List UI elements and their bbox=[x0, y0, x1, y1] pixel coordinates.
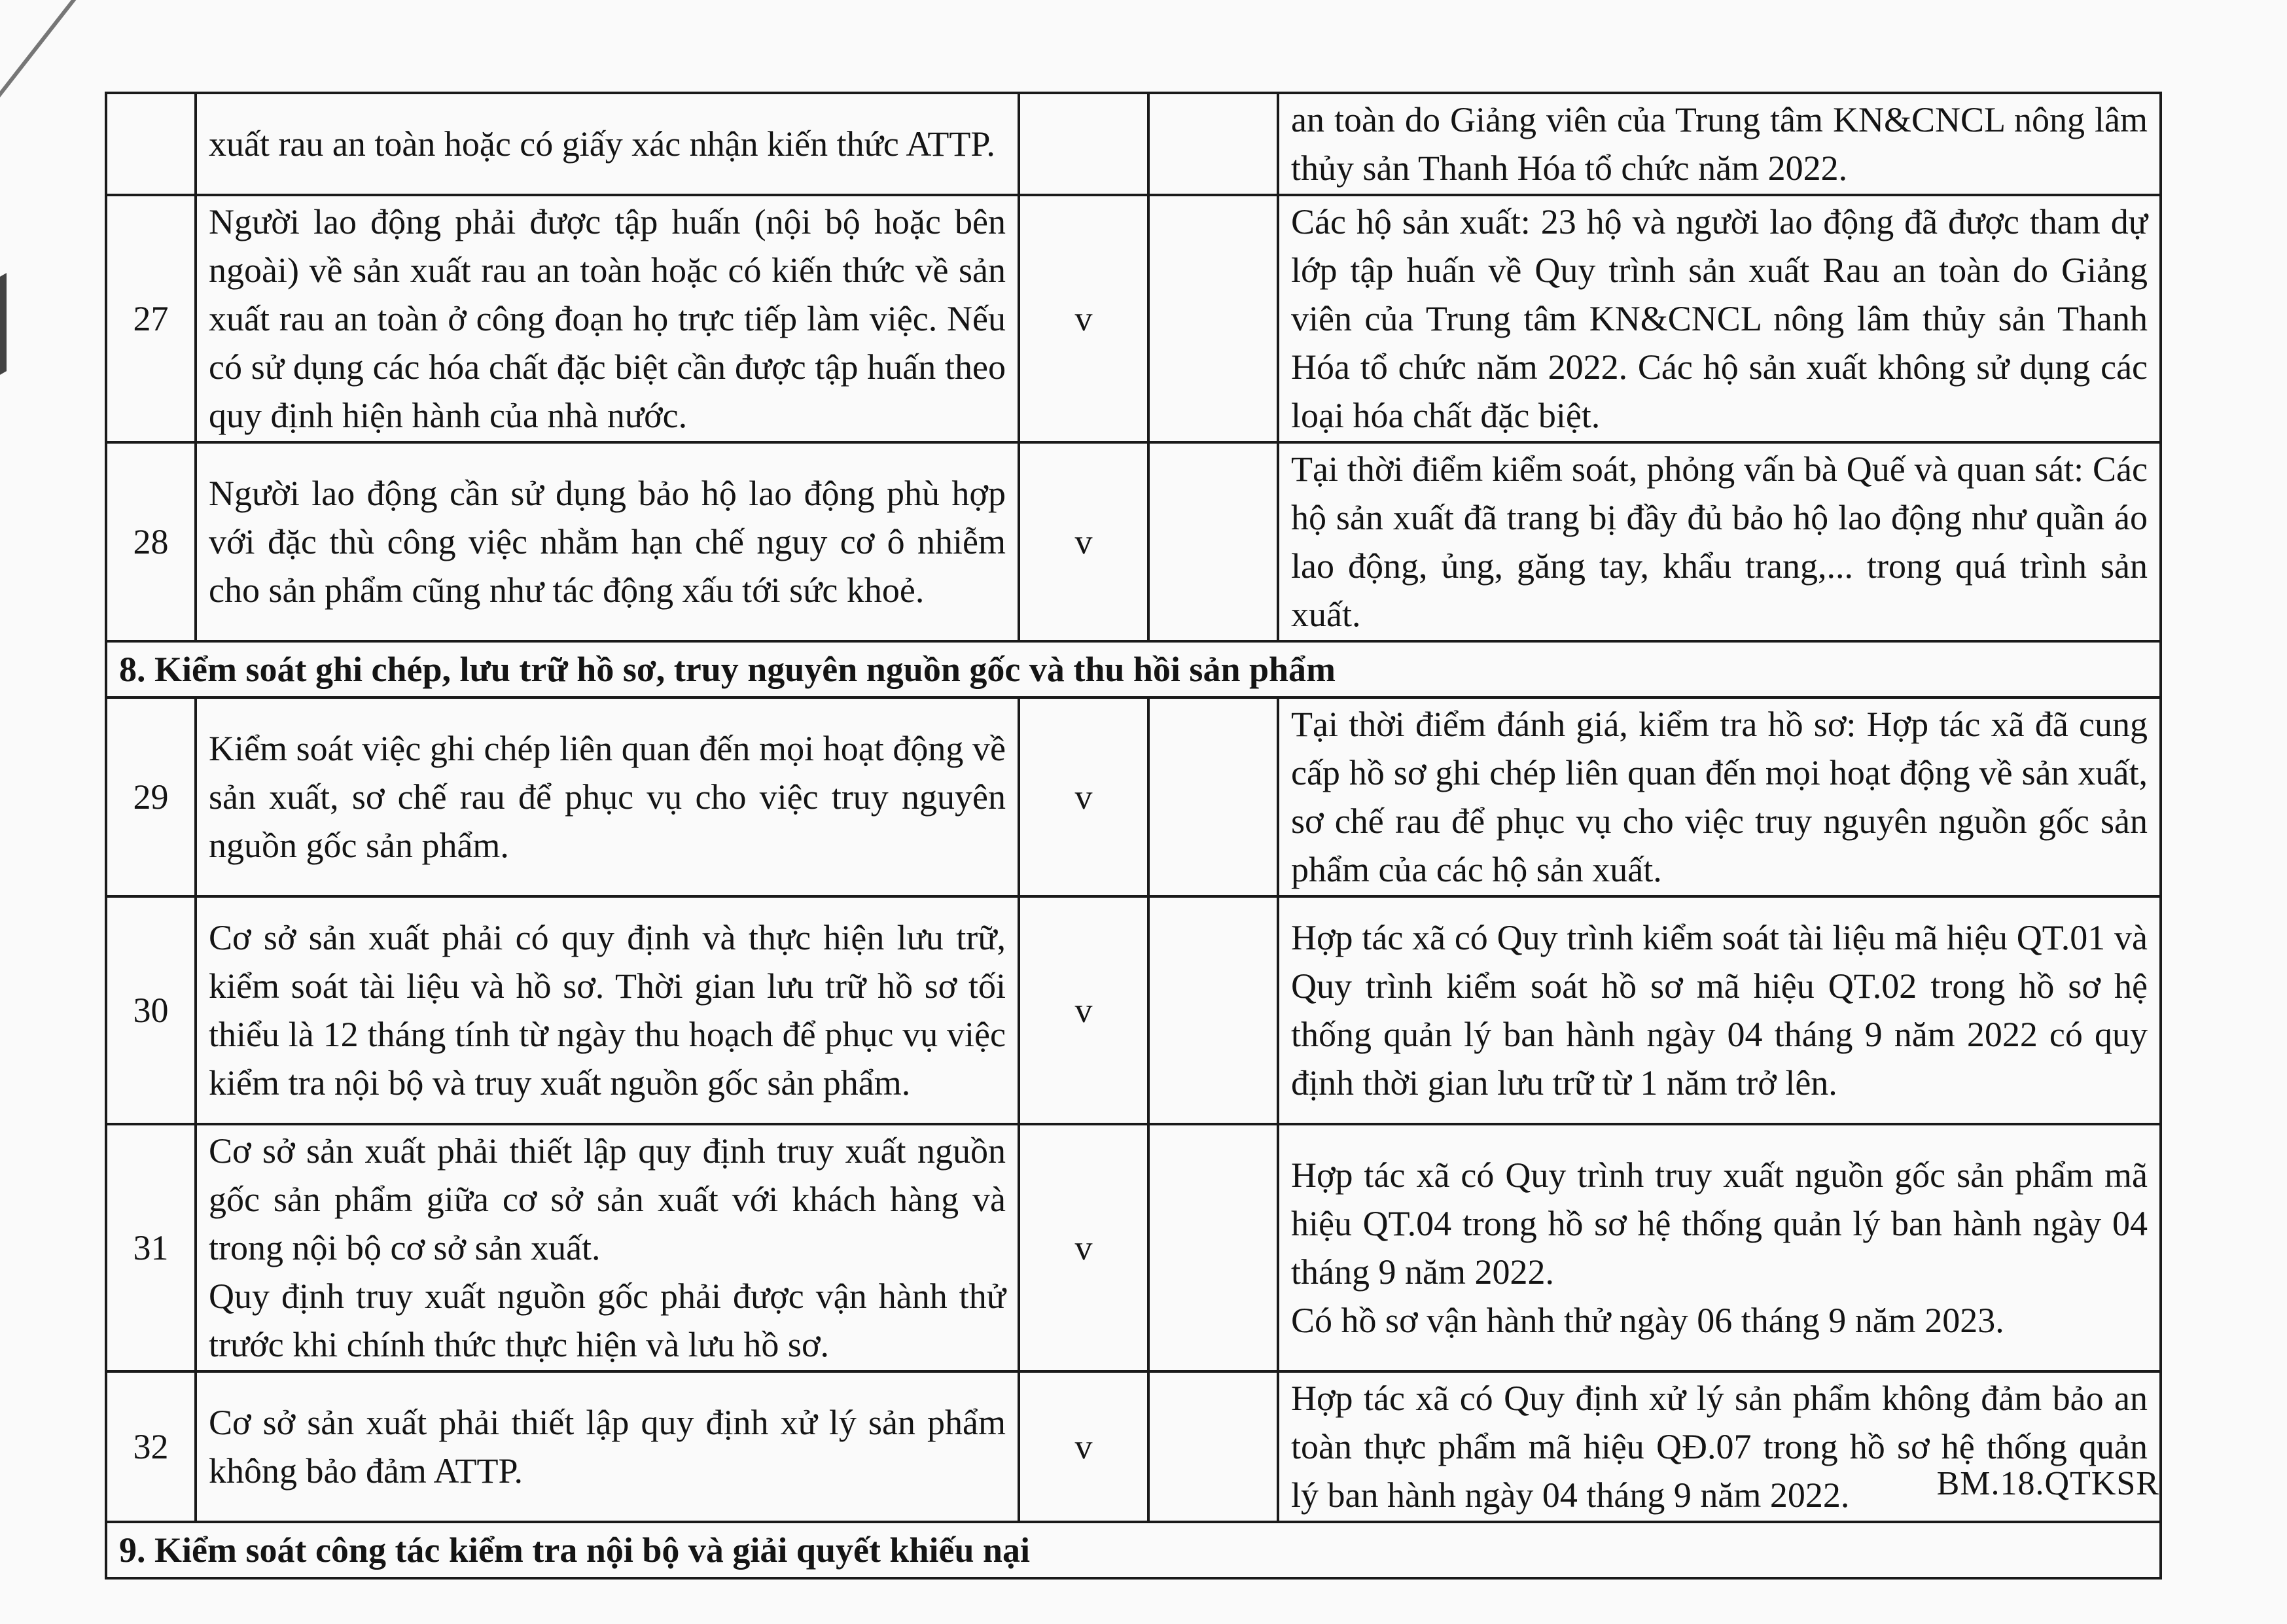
noncompliance-cell bbox=[1148, 93, 1278, 195]
table-row bbox=[106, 1371, 2161, 1522]
noncompliance-cell bbox=[1148, 195, 1278, 442]
requirement-cell: xuất rau an toàn hoặc có giấy xác nhận kiến thức ATTP. bbox=[196, 93, 1019, 195]
requirement-cell: Cơ sở sản xuất phải thiết lập quy định xử lý sản phẩm không bảo đảm ATTP. bbox=[196, 1371, 1019, 1522]
checklist-table bbox=[105, 92, 2162, 1580]
table-row bbox=[106, 697, 2161, 896]
evidence-cell: Tại thời điểm kiểm soát, phỏng vấn bà Quế và quan sát: Các hộ sản xuất đã trang bị đầy đủ bảo hộ lao động như quần áo lao động, ủng, găng tay, khẩu trang,... trong quá trình sản xuất. bbox=[1278, 442, 2161, 641]
section-9-title: 9. Kiểm soát công tác kiểm tra nội bộ và giải quyết khiếu nại bbox=[106, 1522, 2161, 1578]
table-row bbox=[106, 1124, 2161, 1371]
table-row bbox=[106, 442, 2161, 641]
compliance-mark: v bbox=[1019, 896, 1148, 1124]
section-header-row bbox=[106, 1522, 2161, 1578]
scan-artifact-mark bbox=[0, 273, 7, 375]
row-number: 29 bbox=[106, 697, 196, 896]
requirement-text: Cơ sở sản xuất phải thiết lập quy định truy xuất nguồn gốc sản phẩm giữa cơ sở sản xuất với khách hàng và trong nội bộ cơ sở sản xuất. bbox=[209, 1131, 1006, 1267]
compliance-mark: v bbox=[1019, 195, 1148, 442]
section-8-title: 8. Kiểm soát ghi chép, lưu trữ hồ sơ, truy nguyên nguồn gốc và thu hồi sản phẩm bbox=[106, 641, 2161, 697]
form-code: BM.18.QTKSR bbox=[1936, 1465, 2159, 1502]
requirement-text-2: Quy định truy xuất nguồn gốc phải được vận hành thử trước khi chính thức thực hiện và lưu hồ sơ. bbox=[209, 1277, 1006, 1364]
evidence-text-2: Có hồ sơ vận hành thử ngày 06 tháng 9 năm 2023. bbox=[1291, 1301, 2004, 1340]
row-number: 27 bbox=[106, 195, 196, 442]
requirement-cell bbox=[196, 1124, 1019, 1371]
compliance-mark bbox=[1019, 93, 1148, 195]
row-number: 31 bbox=[106, 1124, 196, 1371]
table-row bbox=[106, 896, 2161, 1124]
noncompliance-cell bbox=[1148, 1371, 1278, 1522]
row-number: 28 bbox=[106, 442, 196, 641]
compliance-mark: v bbox=[1019, 1371, 1148, 1522]
evidence-cell: Tại thời điểm đánh giá, kiểm tra hồ sơ: Hợp tác xã đã cung cấp hồ sơ ghi chép liên quan đến mọi hoạt động về sản xuất, sơ chế rau để phục vụ cho việc truy nguyên nguồn gốc sản phẩm của các hộ sản xuất. bbox=[1278, 697, 2161, 896]
section-header-row bbox=[106, 641, 2161, 697]
compliance-mark: v bbox=[1019, 1124, 1148, 1371]
compliance-mark: v bbox=[1019, 697, 1148, 896]
evidence-cell: an toàn do Giảng viên của Trung tâm KN&CNCL nông lâm thủy sản Thanh Hóa tổ chức năm 2022. bbox=[1278, 93, 2161, 195]
row-number bbox=[106, 93, 196, 195]
row-number: 30 bbox=[106, 896, 196, 1124]
table-row bbox=[106, 93, 2161, 195]
requirement-cell: Kiểm soát việc ghi chép liên quan đến mọi hoạt động về sản xuất, sơ chế rau để phục vụ cho việc truy nguyên nguồn gốc sản phẩm. bbox=[196, 697, 1019, 896]
evidence-cell: Hợp tác xã có Quy trình kiểm soát tài liệu mã hiệu QT.01 và Quy trình kiểm soát hồ sơ mã hiệu QT.02 trong hồ sơ hệ thống quản lý ban hành ngày 04 tháng 9 năm 2022 có quy định thời gian lưu trữ từ 1 năm trở lên. bbox=[1278, 896, 2161, 1124]
evidence-cell: Hợp tác xã có Quy định xử lý sản phẩm không đảm bảo an toàn thực phẩm mã hiệu QĐ.07 trong hồ sơ hệ thống quản lý ban hành ngày 04 tháng 9 năm 2022. bbox=[1278, 1371, 2161, 1522]
evidence-text: Hợp tác xã có Quy trình truy xuất nguồn gốc sản phẩm mã hiệu QT.04 trong hồ sơ hệ thống quản lý ban hành ngày 04 tháng 9 năm 2022. bbox=[1291, 1156, 2148, 1292]
scan-artifact-line bbox=[0, 0, 95, 162]
requirement-cell: Người lao động cần sử dụng bảo hộ lao động phù hợp với đặc thù công việc nhằm hạn chế nguy cơ ô nhiễm cho sản phẩm cũng như tác động xấu tới sức khoẻ. bbox=[196, 442, 1019, 641]
evidence-cell: Các hộ sản xuất: 23 hộ và người lao động đã được tham dự lớp tập huấn về Quy trình sản xuất Rau an toàn do Giảng viên của Trung tâm KN&CNCL nông lâm thủy sản Thanh Hóa tổ chức năm 2022. Các hộ sản xuất không sử dụng các loại hóa chất đặc biệt. bbox=[1278, 195, 2161, 442]
noncompliance-cell bbox=[1148, 1124, 1278, 1371]
compliance-mark: v bbox=[1019, 442, 1148, 641]
noncompliance-cell bbox=[1148, 442, 1278, 641]
row-number: 32 bbox=[106, 1371, 196, 1522]
table-row bbox=[106, 195, 2161, 442]
requirement-cell: Người lao động phải được tập huấn (nội bộ hoặc bên ngoài) về sản xuất rau an toàn hoặc có kiến thức về sản xuất rau an toàn ở công đoạn họ trực tiếp làm việc. Nếu có sử dụng các hóa chất đặc biệt cần được tập huấn theo quy định hiện hành của nhà nước. bbox=[196, 195, 1019, 442]
noncompliance-cell bbox=[1148, 697, 1278, 896]
evidence-cell bbox=[1278, 1124, 2161, 1371]
noncompliance-cell bbox=[1148, 896, 1278, 1124]
requirement-cell: Cơ sở sản xuất phải có quy định và thực hiện lưu trữ, kiểm soát tài liệu và hồ sơ. Thời gian lưu trữ hồ sơ tối thiểu là 12 tháng tính từ ngày thu hoạch để phục vụ việc kiểm tra nội bộ và truy xuất nguồn gốc sản phẩm. bbox=[196, 896, 1019, 1124]
